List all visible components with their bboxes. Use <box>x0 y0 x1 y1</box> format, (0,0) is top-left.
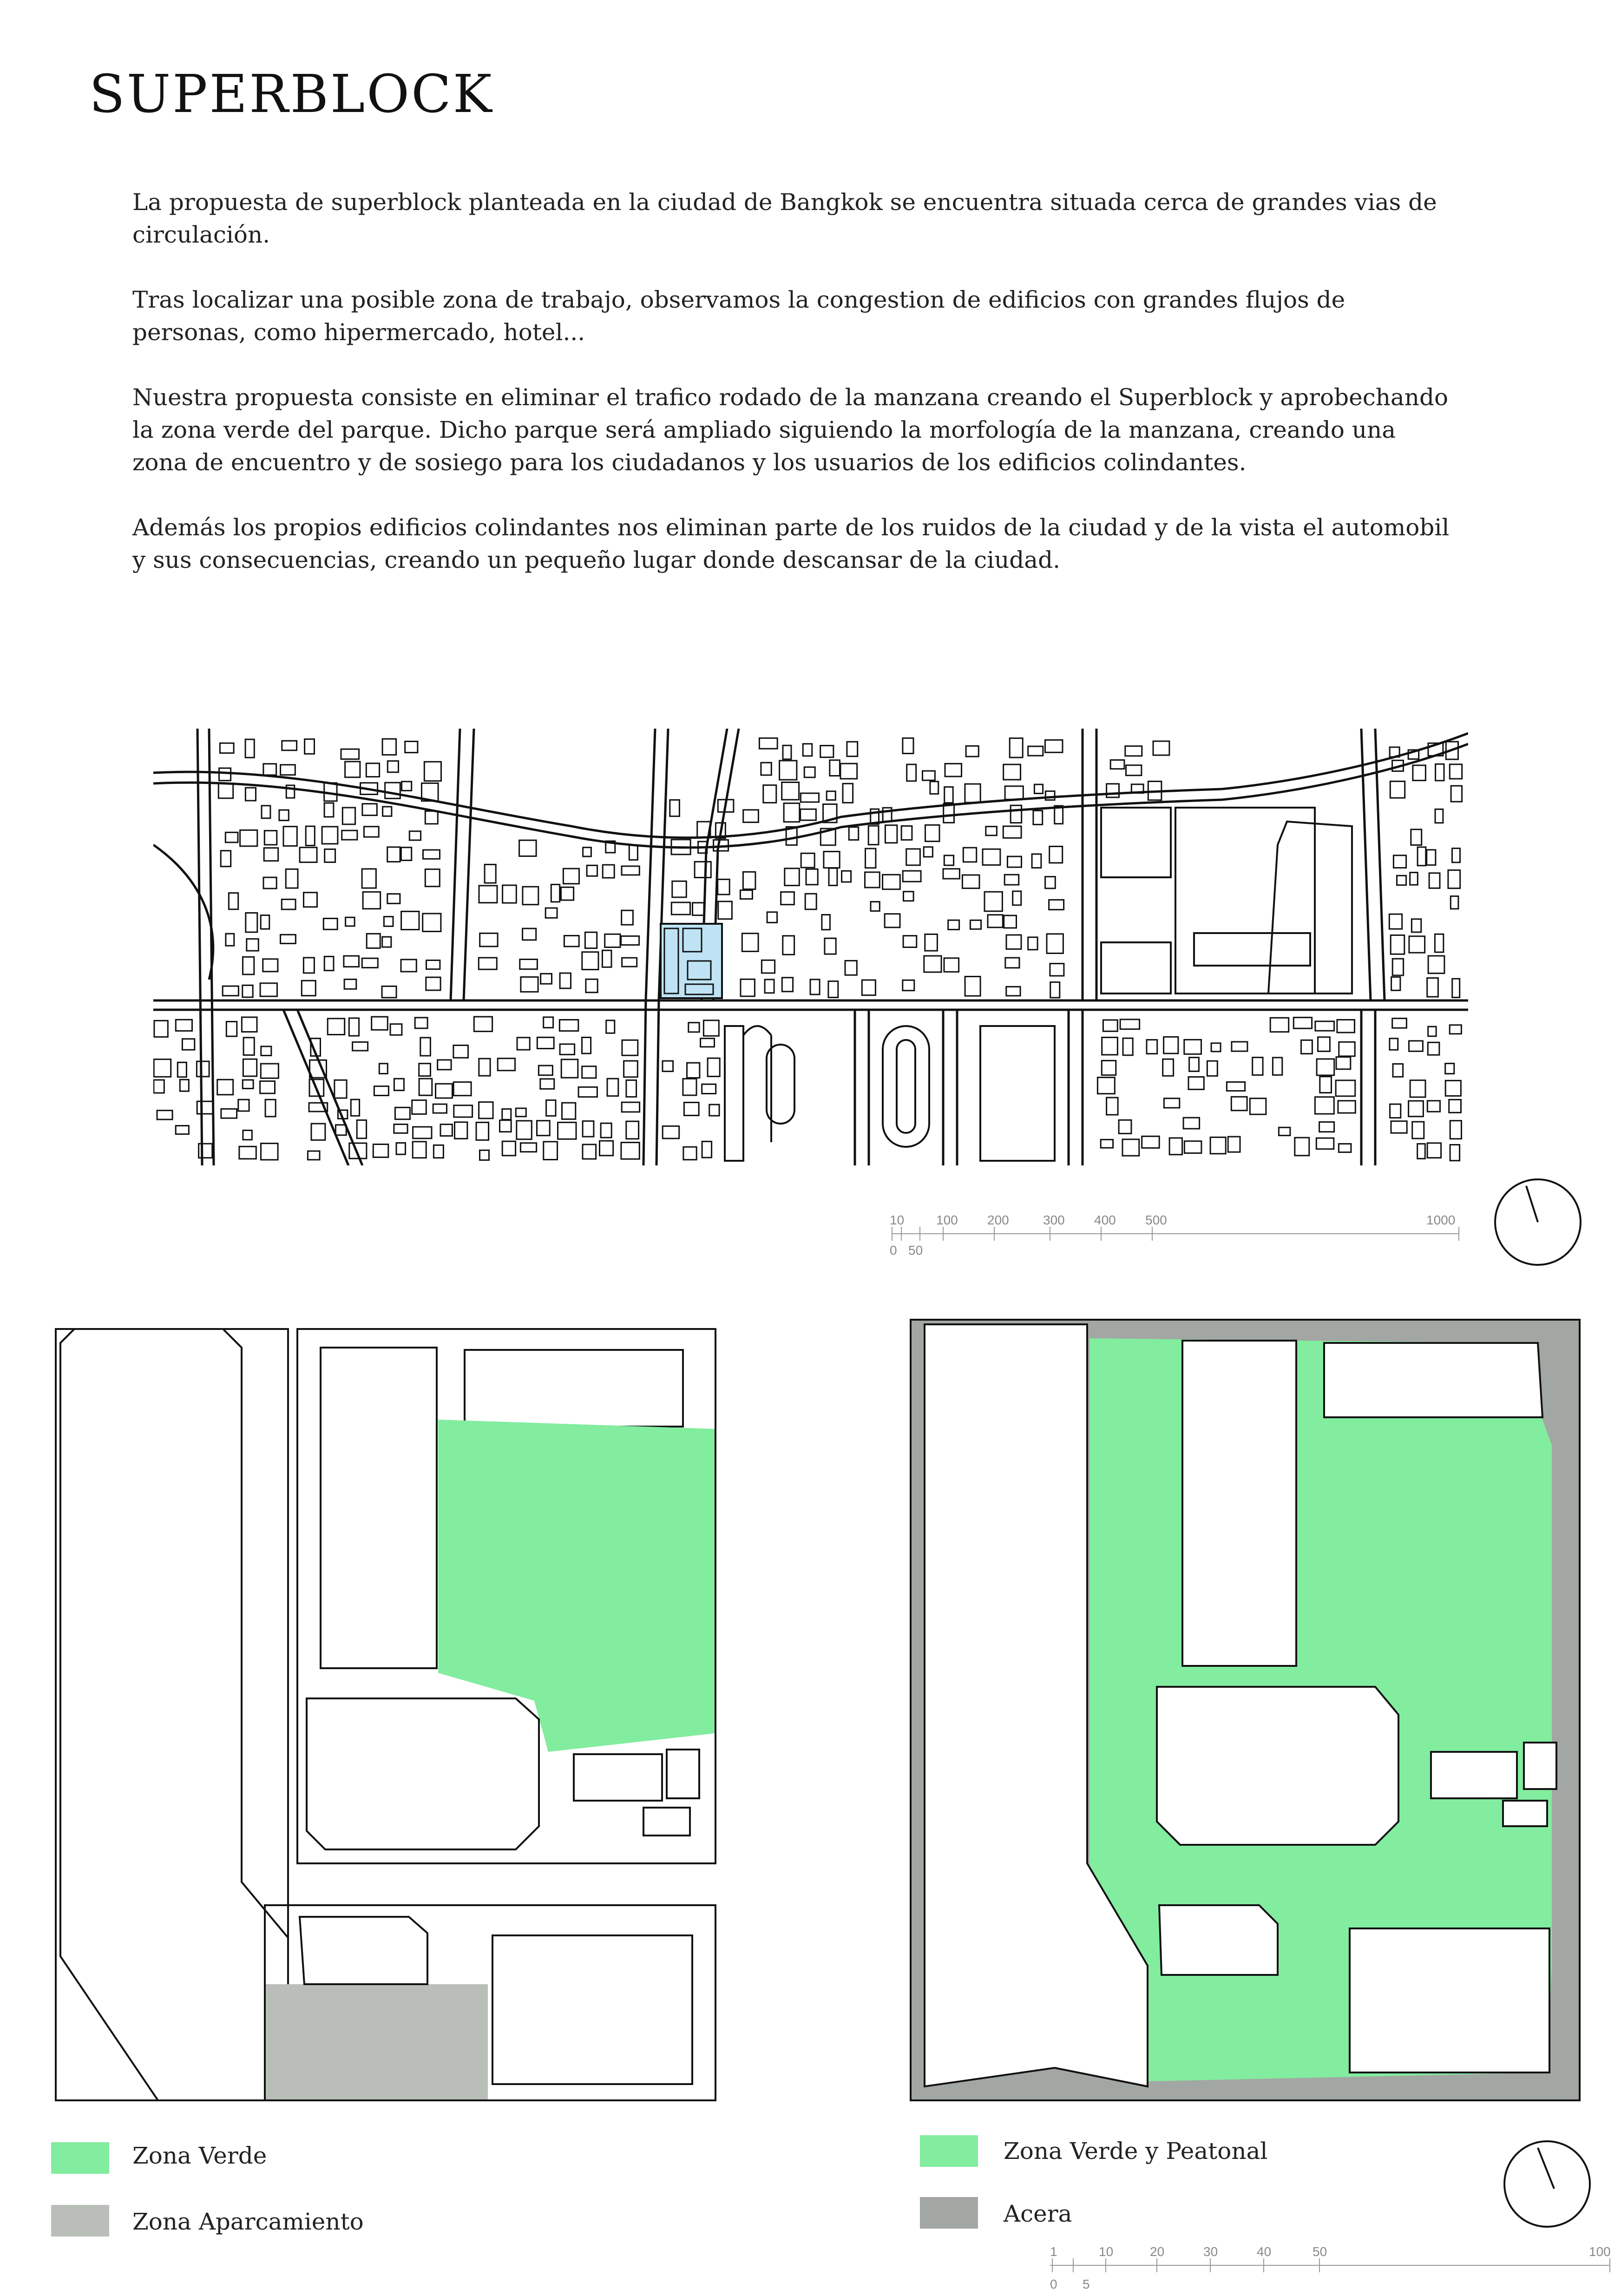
legend-swatch-parking <box>51 2205 109 2237</box>
scale-label-50: 50 <box>1313 2244 1327 2259</box>
north-arrow-icon <box>1501 2138 1594 2230</box>
paragraph-conclusion: Además los propios edificios colindantes nos eliminan parte de los ruidos de la ciudad y de la vista el automobil y sus consecuencias, creando un pequeño lugar donde descansar de la ciudad. <box>132 514 1450 573</box>
scale-label-30: 30 <box>1203 2244 1218 2259</box>
paragraph-location: La propuesta de superblock planteada en la ciudad de Bangkok se encuentra situada cerca de grandes vias de circulación. <box>132 189 1437 248</box>
site-map <box>153 729 1468 1165</box>
paragraph-proposal: Nuestra propuesta consiste en eliminar el trafico rodado de la manzana creando el Superblock y aprobechando la zona verde del parque. Dicho parque será ampliado siguiendo la morfología de la manzana, creando una zona de encuentro y de sosiego para los ciudadanos y los usuarios de los edificios colindantes. <box>132 384 1449 476</box>
legend-label-green-zone: Zona Verde <box>132 2142 267 2169</box>
scale-label-200: 200 <box>987 1213 1009 1227</box>
scale-label-10: 10 <box>890 1213 905 1227</box>
parking-zone <box>265 1984 488 2100</box>
scale-label-1000: 1000 <box>1426 1213 1456 1227</box>
legend-swatch-green-pedestrian <box>920 2135 978 2167</box>
legend-swatch-sidewalk <box>920 2197 978 2229</box>
scale-label-300: 300 <box>1043 1213 1065 1227</box>
legend-label-green-pedestrian: Zona Verde y Peatonal <box>1004 2138 1268 2164</box>
scale-label-100: 100 <box>1589 2244 1611 2259</box>
scale-label-1: 1 <box>1050 2244 1057 2259</box>
paragraph-analysis: Tras localizar una posible zona de trabajo, observamos la congestion de edificios con grandes flujos de personas, como hipermercado, hotel... <box>132 286 1345 346</box>
legend-label-parking-zone: Zona Aparcamiento <box>132 2208 364 2235</box>
scale-label-5: 5 <box>1083 2277 1090 2291</box>
scale-label-20: 20 <box>1150 2244 1165 2259</box>
green-zone <box>438 1420 715 1752</box>
scale-label-10: 10 <box>1099 2244 1114 2259</box>
page-title: SUPERBLOCK <box>89 64 494 125</box>
scale-label-500: 500 <box>1145 1213 1167 1227</box>
scale-label-50: 50 <box>908 1243 923 1257</box>
scale-label-400: 400 <box>1094 1213 1116 1227</box>
legend-label-sidewalk: Acera <box>1004 2200 1072 2227</box>
plan-existing <box>46 1315 725 2105</box>
north-arrow-icon <box>1491 1176 1584 1269</box>
scale-label-100: 100 <box>936 1213 958 1227</box>
plan-scale-bar <box>1041 2240 1617 2296</box>
scale-label-0: 0 <box>1050 2277 1057 2291</box>
site-map-scale-bar <box>883 1208 1468 1259</box>
scale-label-0: 0 <box>890 1243 897 1257</box>
scale-label-40: 40 <box>1257 2244 1272 2259</box>
plan-proposal <box>906 1315 1584 2105</box>
legend-swatch-green <box>51 2142 109 2174</box>
